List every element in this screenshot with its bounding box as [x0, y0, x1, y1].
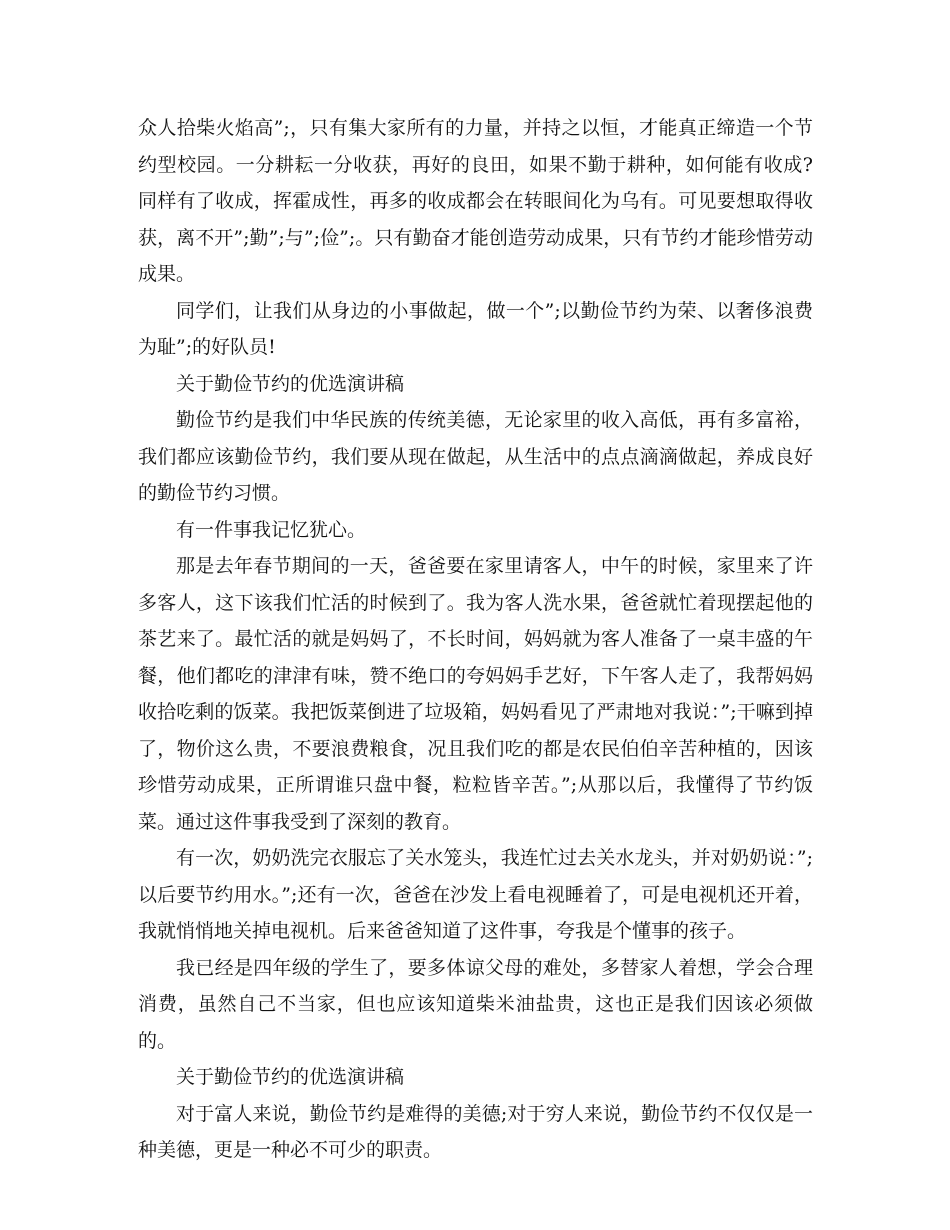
document-body	[138, 110, 813, 1169]
section-heading: 关于勤俭节约的优选演讲稿	[176, 372, 405, 395]
paragraph: 我已经是四年级的学生了，要多体谅父母的难处，多替家人着想，学会合理消费，虽然自己不当家，但也应该知道柴米油盐贵，这也正是我们因该必须做的。	[138, 956, 813, 1052]
paragraph: 有一件事我记忆犹心。	[176, 518, 367, 541]
section-heading: 关于勤俭节约的优选演讲稿	[176, 1066, 405, 1088]
paragraph-continuation: 众人拾柴火焰高”;，只有集大家所有的力量，并持之以恒，才能真正缔造一个节约型校园。一分耕耘一分收获，再好的良田，如果不勤于耕种，如何能有收成?同样有了收成，挥霍成性，再多的收成都会在转眼间化为乌有。可见要想取得收获，离不开”;勤”;与”;俭”;。只有勤奋才能创造劳动成果，只有节约才能珍惜劳动成果。	[138, 117, 813, 285]
paragraph: 勤俭节约是我们中华民族的传统美德，无论家里的收入高低，再有多富裕，我们都应该勤俭节约，我们要从现在做起，从生活中的点点滴滴做起，养成良好的勤俭节约习惯。	[138, 409, 813, 504]
paragraph: 那是去年春节期间的一天，爸爸要在家里请客人，中午的时候，家里来了许多客人，这下该我们忙活的时候到了。我为客人洗水果，爸爸就忙着现摆起他的茶艺来了。最忙活的就是妈妈了，不长时间，妈妈就为客人准备了一桌丰盛的午餐，他们都吃的津津有味，赞不绝口的夸妈妈手艺好，下午客人走了，我帮妈妈收拾吃剩的饭菜。我把饭菜倒进了垃圾箱，妈妈看见了严肃地对我说：”;干嘛到掉了，物价这么贵，不要浪费粮食，况且我们吃的都是农民伯伯辛苦种植的，因该珍惜劳动成果，正所谓谁只盘中餐，粒粒皆辛苦。”;从那以后，我懂得了节约饭菜。通过这件事我受到了深刻的教育。	[138, 555, 813, 833]
paragraph: 有一次，奶奶洗完衣服忘了关水笼头，我连忙过去关水龙头，并对奶奶说：”;以后要节约用水。”;还有一次，爸爸在沙发上看电视睡着了，可是电视机还开着，我就悄悄地关掉电视机。后来爸爸知道了这件事，夸我是个懂事的孩子。	[138, 847, 813, 942]
paragraph: 对于富人来说，勤俭节约是难得的美德;对于穷人来说，勤俭节约不仅仅是一种美德，更是一种必不可少的职责。	[138, 1102, 813, 1161]
paragraph: 同学们，让我们从身边的小事做起，做一个”;以勤俭节约为荣、以奢侈浪费为耻”;的好队员!	[138, 299, 813, 358]
